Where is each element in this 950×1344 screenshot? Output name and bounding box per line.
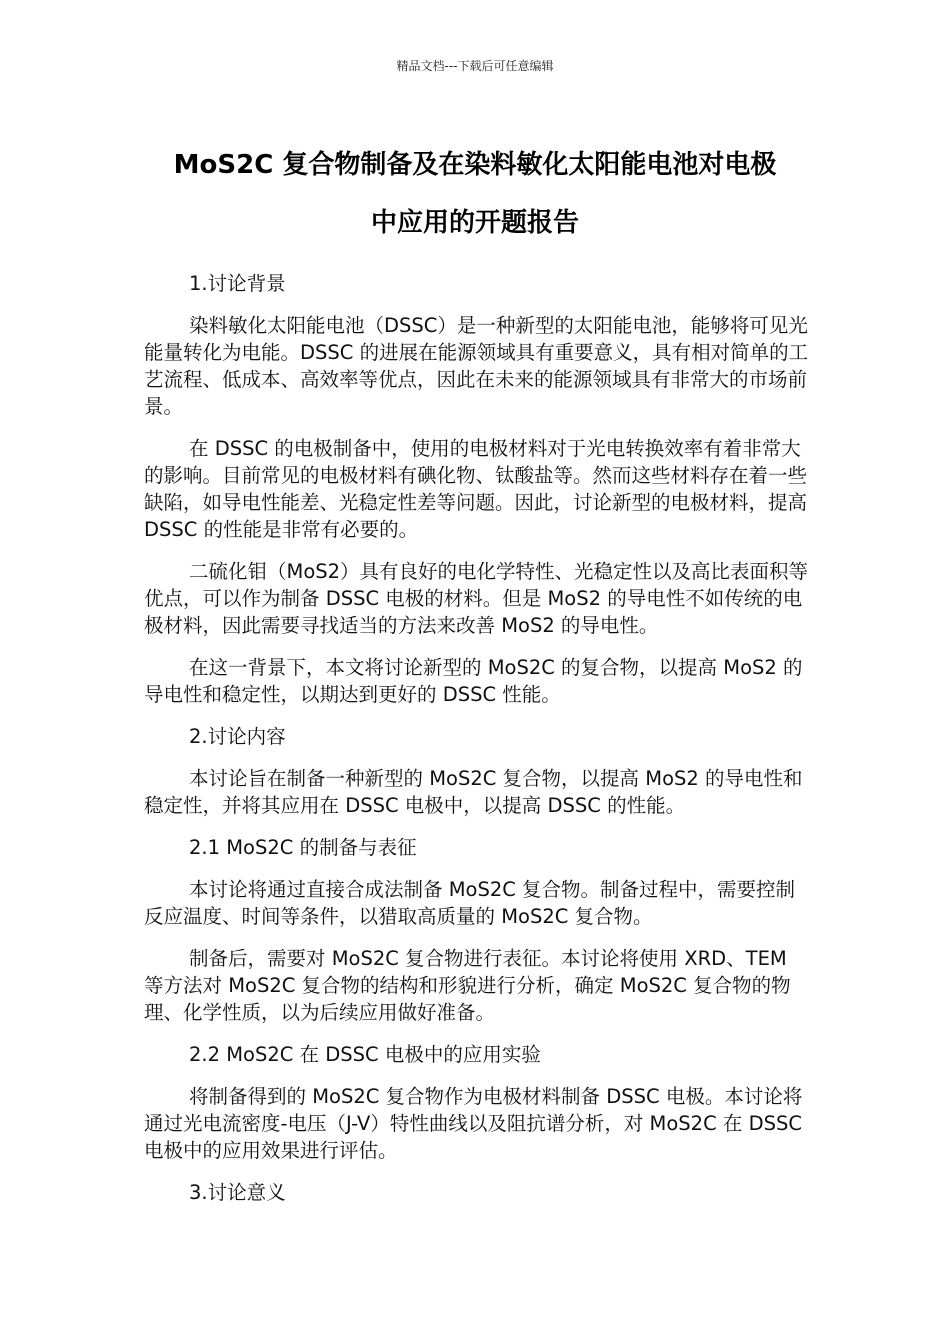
subsection-heading-application: 2.2 MoS2C 在 DSSC 电极中的应用实验 — [189, 1043, 541, 1066]
paragraph-dssc-intro: 染料敏化太阳能电池（DSSC）是一种新型的太阳能电池，能够将可见光能量转化为电能。DSSC 的进展在能源领域具有重要意义，具有相对简单的工艺流程、低成本、高效率等优点，因此在未来的能源领域具有非常大的市场前景。 — [144, 314, 809, 418]
paragraph-mos2c-composite: 在这一背景下，本文将讨论新型的 MoS2C 的复合物，以提高 MoS2 的导电性和稳定性，以期达到更好的 DSSC 性能。 — [144, 656, 803, 706]
paragraph-application-experiment: 将制备得到的 MoS2C 复合物作为电极材料制备 DSSC 电极。本讨论将通过光电流密度-电压（J-V）特性曲线以及阻抗谱分析，对 MoS2C 在 DSSC 电极中的应用效果进行评估。 — [144, 1085, 803, 1162]
title-line-2: 中应用的开题报告 — [370, 208, 579, 238]
paragraph-mos2: 二硫化钼（MoS2）具有良好的电化学特性、光稳定性以及高比表面积等优点，可以作为制备 DSSC 电极的材料。但是 MoS2 的导电性不如传统的电极材料，因此需要寻找适当的方法来改善 MoS2 的导电性。 — [144, 560, 809, 637]
section-heading-background: 1.讨论背景 — [189, 272, 286, 295]
title-line-1: MoS2C 复合物制备及在染料敏化太阳能电池对电极 — [173, 150, 777, 180]
section-heading-significance: 3.讨论意义 — [189, 1181, 286, 1204]
subsection-heading-preparation: 2.1 MoS2C 的制备与表征 — [189, 836, 417, 859]
document-title — [120, 136, 830, 252]
section-heading-content: 2.讨论内容 — [189, 725, 286, 748]
paragraph-research-aim: 本讨论旨在制备一种新型的 MoS2C 复合物，以提高 MoS2 的导电性和稳定性，并将其应用在 DSSC 电极中，以提高 DSSC 的性能。 — [144, 767, 803, 817]
paragraph-synthesis: 本讨论将通过直接合成法制备 MoS2C 复合物。制备过程中，需要控制反应温度、时间等条件，以猎取高质量的 MoS2C 复合物。 — [144, 878, 796, 928]
paragraph-characterization: 制备后，需要对 MoS2C 复合物进行表征。本讨论将使用 XRD、TEM 等方法对 MoS2C 复合物的结构和形貌进行分析，确定 MoS2C 复合物的物理、化学性质，以为后续应用做好准备。 — [144, 947, 791, 1024]
document-body — [144, 270, 812, 1221]
paragraph-electrode-materials: 在 DSSC 的电极制备中，使用的电极材料对于光电转换效率有着非常大的影响。目前常见的电极材料有碘化物、钛酸盐等。然而这些材料存在着一些缺陷，如导电性能差、光稳定性差等问题。因此，讨论新型的电极材料，提高 DSSC 的性能是非常有必要的。 — [144, 437, 808, 541]
page-header: 精品文档---下载后可任意编辑 — [396, 59, 554, 73]
